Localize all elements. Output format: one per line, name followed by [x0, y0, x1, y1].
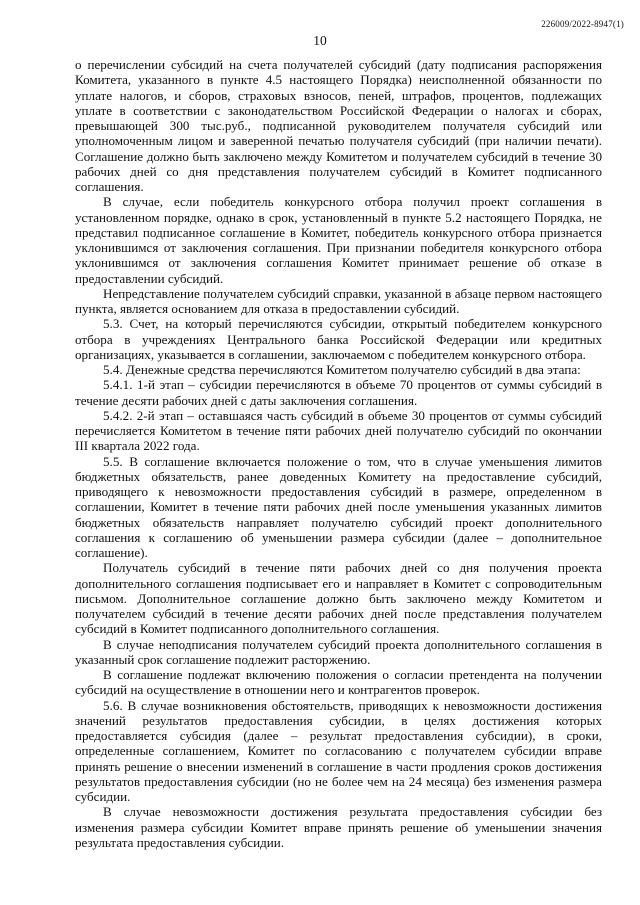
- paragraph: 5.6. В случае возникновения обстоятельств, приводящих к невозможности достижения значений результатов предоставления субсидии, в целях достижения которых предоставляется субсидия (далее – результат предоставления субсидии), в сроки, определенные соглашением, Комитет по согласованию с получателем субсидии вправе принять решение о внесении изменений в соглашение в части продления сроков достижения результатов предоставления субсидии (но не более чем на 24 месяца) без изменения размера субсидии.: [75, 697, 602, 804]
- paragraph: В случае невозможности достижения результата предоставления субсидии без изменения размера субсидии Комитет вправе принять решение об уменьшении значения результата предоставления субсидии.: [75, 804, 602, 850]
- paragraph: 5.5. В соглашение включается положение о том, что в случае уменьшения лимитов бюджетных обязательств, ранее доведенных Комитету на предоставление субсидий, приводящего к невозможности предоставления субсидий в размере, определенном в соглашении, Комитет в течение пяти рабочих дней после уменьшения указанных лимитов бюджетных обязательств направляет получателю субсидий проект дополнительного соглашения к соглашению об уменьшении размера субсидии (далее – дополнительное соглашение).: [75, 453, 602, 560]
- paragraph: 5.4. Денежные средства перечисляются Комитетом получателю субсидий в два этапа:: [103, 362, 581, 377]
- paragraph: В случае неподписания получателем субсидий проекта дополнительного соглашения в указанный срок соглашение подлежит расторжению.: [75, 636, 602, 667]
- document-number: 226009/2022-8947(1): [541, 19, 624, 29]
- paragraph: В случае, если победитель конкурсного отбора получил проект соглашения в установленном порядке, однако в срок, установленный в пункте 5.2 настоящего Порядка, не представил подписанное соглашение в Комитет, победитель конкурсного отбора признается уклонившимся от заключения соглашения. При признании победителя конкурсного отбора уклонившимся от заключения соглашения Комитет принимает решение об отказе в предоставлении субсидий.: [75, 194, 602, 286]
- page-number: 10: [313, 33, 327, 48]
- paragraph: Получатель субсидий в течение пяти рабочих дней со дня получения проекта дополнительного соглашения подписывает его и направляет в Комитет с сопроводительным письмом. Дополнительное соглашение должно быть заключено между Комитетом и получателем субсидий в течение десяти рабочих дней после представления получателем субсидий в Комитет подписанного дополнительного соглашения.: [75, 560, 602, 637]
- document-body: [75, 57, 602, 850]
- paragraph: о перечислении субсидий на счета получателей субсидий (дату подписания распоряжения Комитета, указанного в пункте 4.5 настоящего Порядка) неисполненной обязанности по уплате налогов, и сборов, страховых взносов, пеней, штрафов, процентов, подлежащих уплате в соответствии с законодательством Российской Федерации о налогах и сборах, превышающей 300 тыс.руб., подписанной руководителем получателя субсидий или уполномоченным лицом и заверенной печатью получателя субсидий (при наличии печати). Соглашение должно быть заключено между Комитетом и получателем субсидий в течение 30 рабочих дней со дня представления получателем субсидий в Комитет подписанного соглашения.: [75, 57, 602, 194]
- paragraph: 5.4.1. 1-й этап – субсидии перечисляются в объеме 70 процентов от суммы субсидий в течение десяти рабочих дней с даты заключения соглашения.: [75, 377, 602, 408]
- paragraph: 5.3. Счет, на который перечисляются субсидии, открытый победителем конкурсного отбора в учреждениях Центрального банка Российской Федерации или кредитных организациях, указывается в соглашении, заключаемом с победителем конкурсного отбора.: [75, 316, 602, 362]
- paragraph: Непредставление получателем субсидий справки, указанной в абзаце первом настоящего пункта, является основанием для отказа в предоставлении субсидий.: [75, 285, 602, 316]
- paragraph: 5.4.2. 2-й этап – оставшаяся часть субсидий в объеме 30 процентов от суммы субсидий перечисляется Комитетом в течение пяти рабочих дней получателю субсидий по окончании III квартала 2022 года.: [75, 407, 602, 454]
- paragraph: В соглашение подлежат включению положения о согласии претендента на получении субсидий на осуществление в отношении него и контрагентов проверок.: [75, 667, 602, 698]
